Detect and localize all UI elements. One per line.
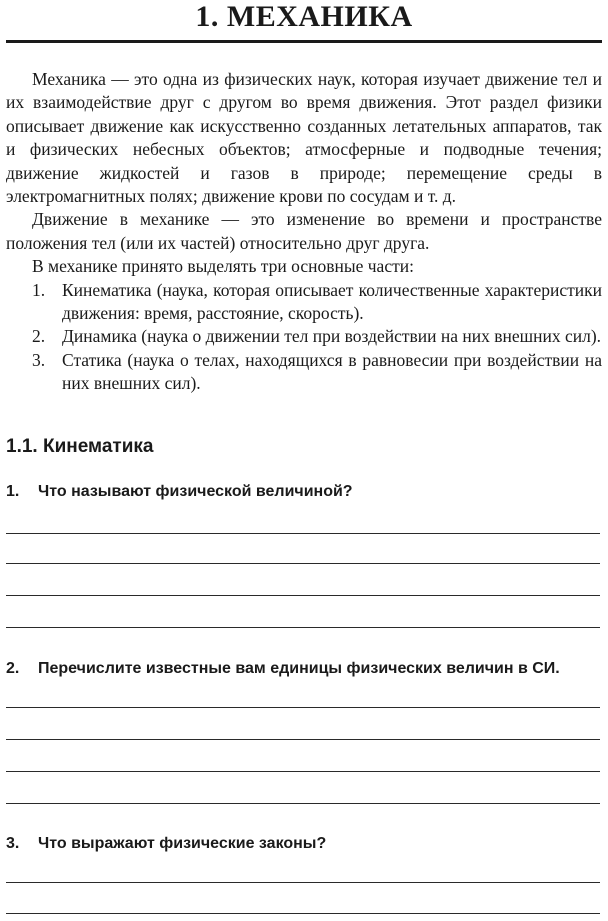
list-item-number: 1.	[32, 279, 46, 300]
question-text: Перечислите известные вам единицы физических величин в СИ.	[38, 660, 560, 677]
answer-line[interactable]	[6, 771, 600, 772]
title-rule	[6, 40, 602, 43]
intro-paragraph: Механика — это одна из физических наук, которая изучает движение тел и их взаимодействие друг с другом во время движения. Этот раздел физики описывает движение как искусственно созданных летательных аппаратов, так и физических небесных объектов; атмосферные и подводные течения; движение жидкостей и газов в природе; перемещение среды в электромагнитных полях; движение крови по сосудам и т. д.	[6, 69, 602, 207]
answer-line[interactable]	[6, 595, 600, 596]
chapter-title: 1. МЕХАНИКА	[195, 0, 413, 33]
question-1	[6, 481, 353, 503]
list-item-number: 3.	[32, 349, 46, 370]
question-2	[6, 658, 560, 680]
intro-paragraph: В механике принято выделять три основные части:	[32, 256, 414, 277]
list-item-text: Кинематика (наука, которая описывает количественные характеристики движения: время, расстояние, скорость).	[62, 279, 602, 324]
question-text: Что называют физической величиной?	[38, 483, 353, 500]
answer-line[interactable]	[6, 913, 600, 914]
question-text: Что выражают физические законы?	[38, 835, 327, 852]
list-item-text: Статика (наука о телах, находящихся в равновесии при воздействии на них внешних сил).	[62, 349, 602, 394]
list-item	[6, 279, 602, 326]
list-item	[6, 325, 602, 348]
answer-line[interactable]	[6, 707, 600, 708]
question-3	[6, 833, 326, 855]
answer-line[interactable]	[6, 803, 600, 804]
mechanics-parts-list	[6, 279, 602, 396]
list-item-text: Динамика (наука о движении тел при воздействии на них внешних сил).	[62, 326, 602, 347]
question-number: 2.	[6, 660, 20, 677]
intro-text	[6, 68, 602, 396]
question-number: 3.	[6, 835, 20, 852]
answer-line[interactable]	[6, 739, 600, 740]
question-number: 1.	[6, 483, 20, 500]
answer-line[interactable]	[6, 533, 600, 534]
list-item-number: 2.	[32, 326, 46, 347]
answer-line[interactable]	[6, 563, 600, 564]
intro-paragraph: Движение в механике — это изменение во времени и пространстве положения тел (или их частей) относительно друг друга.	[6, 209, 602, 253]
answer-line[interactable]	[6, 627, 600, 628]
section-title: 1.1. Кинематика	[6, 436, 154, 457]
answer-line[interactable]	[6, 882, 600, 883]
list-item	[6, 349, 602, 396]
